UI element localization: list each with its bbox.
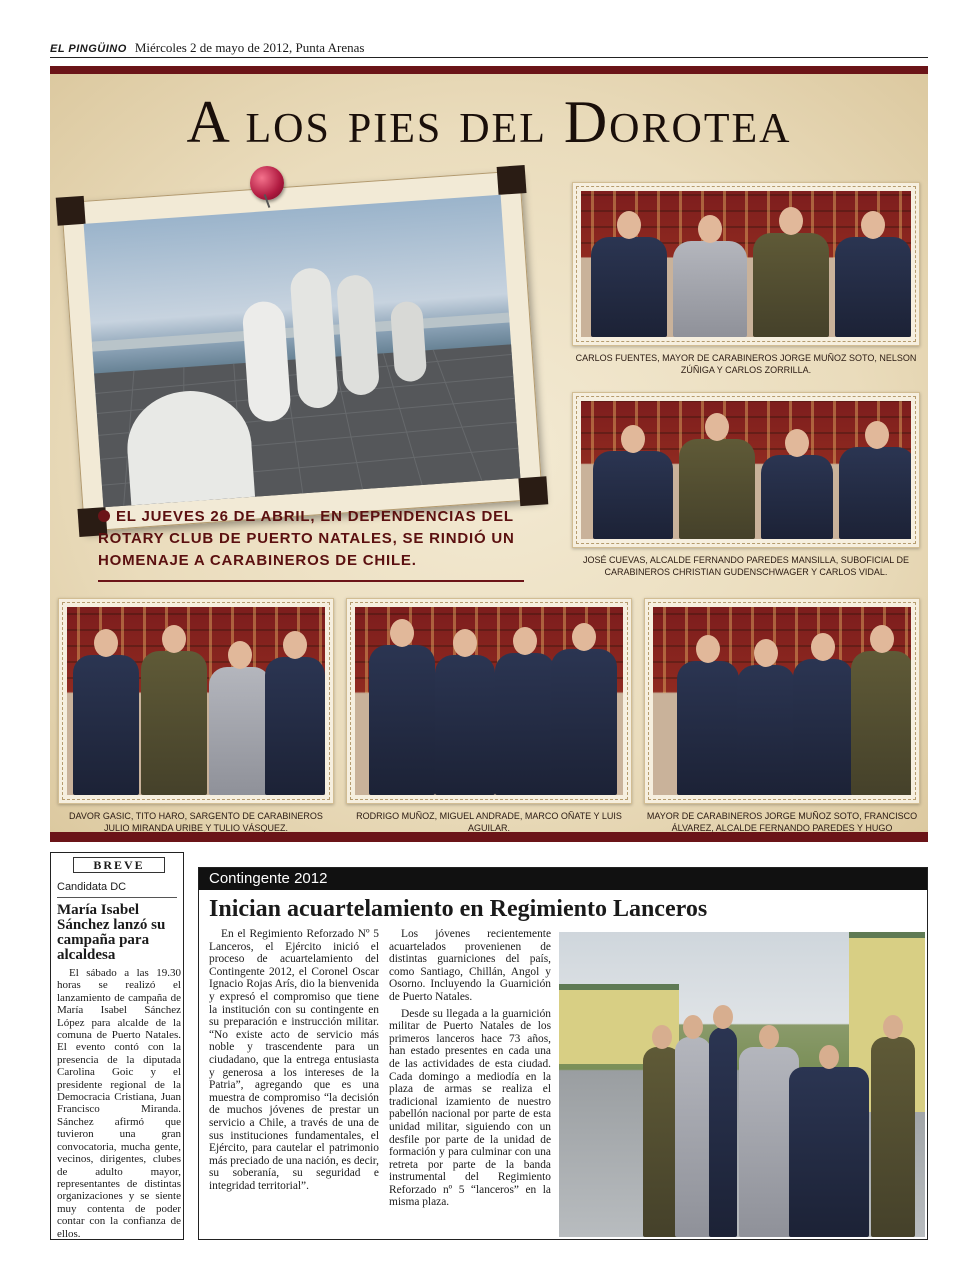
- article-column-2: Los jóvenes recientemente acuartelados provenienen de distintas guarniciones del país, como Santiago, Chillán, Angol y Osorno. Incluyendo la Guarnición de Puerto Natales. Desde su llegada a la guarnición militar de Puerto Natales de los primeros lanceros hace 73 años, han estado presentes en cada una de las actividades de esta ciudad. Cada domingo a mediodía en la plaza de armas se realiza el tradicional izamiento de nuestro pabellón nacional por parte de esta unidad militar, siguiendo con un desfile por parte de la unidad de formación y para culminar con una retreta por parte de la banda instrumental del Regimiento Reforzado nº 5 “lanceros” en la misma plaza.: [389, 928, 551, 1209]
- photo-frame-2: [572, 392, 920, 548]
- pushpin-icon: [250, 166, 284, 200]
- newspaper-brand: EL PINGÜINO: [50, 43, 127, 55]
- photo-caption-5: MAYOR DE CARABINEROS JORGE MUÑOZ SOTO, FRANCISCO ÁLVAREZ, ALCALDE FERNANDO PAREDES Y HUGO BAHAMONDE.: [646, 811, 918, 842]
- group-photo-3: [67, 607, 325, 795]
- photo-caption-4: RODRIGO MUÑOZ, MIGUEL ANDRADE, MARCO OÑATE Y LUIS AGUILAR.: [356, 811, 622, 833]
- photo-frame-1: [572, 182, 920, 346]
- section-label: Contingente 2012: [199, 868, 927, 890]
- group-photo-1: [581, 191, 911, 337]
- recruits-photo: [559, 932, 925, 1237]
- photo-caption-3: DAVOR GASIC, TITO HARO, SARGENTO DE CARABINEROS JULIO MIRANDA URIBE Y TULIO VÁSQUEZ.: [69, 811, 323, 833]
- article-column-1: En el Regimiento Reforzado Nº 5 Lanceros, el Ejército inició el proceso de acuartelamiento del Contingente 2012, el Coronel Oscar Ignacio Rojas Arís, dio la bienvenida y expresó el compromiso que tiene la institución con su contingente en su preparación e instrucción militar. “No existe acto de servicio más noble y trascendente para un ciudadano, que la entrega entusiasta y generosa a los intereses de la Patria”, agregando que es una muestra de compromiso “la decisión de muchos jóvenes de prestar un servicio a Chile, a través de una de sus instituciones fundamentales, el Ejército, para cautelar el patrimonio más preciado de una nación, es decir, su soberanía, su seguridad e integridad territorial”.: [209, 928, 379, 1192]
- group-photo-5: [653, 607, 911, 795]
- photo-frame-5: [644, 598, 920, 804]
- hand-sculpture-photo: [84, 195, 521, 507]
- photo-frame-3: [58, 598, 334, 804]
- feature-intro: EL JUEVES 26 DE ABRIL, EN DEPENDENCIAS DEL ROTARY CLUB DE PUERTO NATALES, SE RINDIÓ UN HOMENAJE A CARABINEROS DE CHILE.: [98, 506, 524, 582]
- photo-feature: [50, 66, 928, 842]
- breve-body: El sábado a las 19.30 horas se realizó el lanzamiento de campaña de María Isabel Sánchez López para alcalde de la comuna de Puerto Natales. El evento contó con la presencia de la diputada Carolina Goic y el presidente regional de la Democracia Cristiana, Juan Francisco Miranda. Sánchez afirmó que tuvieron una gran convocatoria, mucha gente, vecinos, dirigentes, clubes de adulto mayor, representantes de distintas organizaciones y se siente muy contenta de poder contar con la confianza de ellos.: [57, 967, 181, 1240]
- breve-kicker: Candidata DC: [57, 881, 127, 893]
- group-photo-2: [581, 401, 911, 539]
- breve-tag: BREVE: [73, 857, 165, 873]
- breve-headline: María Isabel Sánchez lanzó su campaña para alcaldesa: [57, 902, 166, 963]
- page-header: [50, 40, 928, 58]
- photo-frame-4: [346, 598, 632, 804]
- feature-title: A los pies del Dorotea: [186, 89, 792, 155]
- article: [198, 867, 928, 1240]
- photo-caption-2: JOSÉ CUEVAS, ALCALDE FERNANDO PAREDES MANSILLA, SUBOFICIAL DE CARABINEROS CHRISTIAN GUDENSCHWAGER Y CARLOS VIDAL.: [583, 555, 909, 577]
- article-headline: Inician acuartelamiento en Regimiento Lanceros: [209, 896, 708, 922]
- main-photo-frame: [61, 170, 543, 531]
- breve-sidebar: [50, 852, 184, 1240]
- dateline: Miércoles 2 de mayo de 2012, Punta Arenas: [134, 40, 365, 55]
- photo-caption-1: CARLOS FUENTES, MAYOR DE CARABINEROS JORGE MUÑOZ SOTO, NELSON ZÚÑIGA Y CARLOS ZORRILLA.: [575, 353, 917, 375]
- hand-sculpture-image: [84, 195, 521, 507]
- group-photo-4: [355, 607, 623, 795]
- bullet-icon: [98, 510, 110, 522]
